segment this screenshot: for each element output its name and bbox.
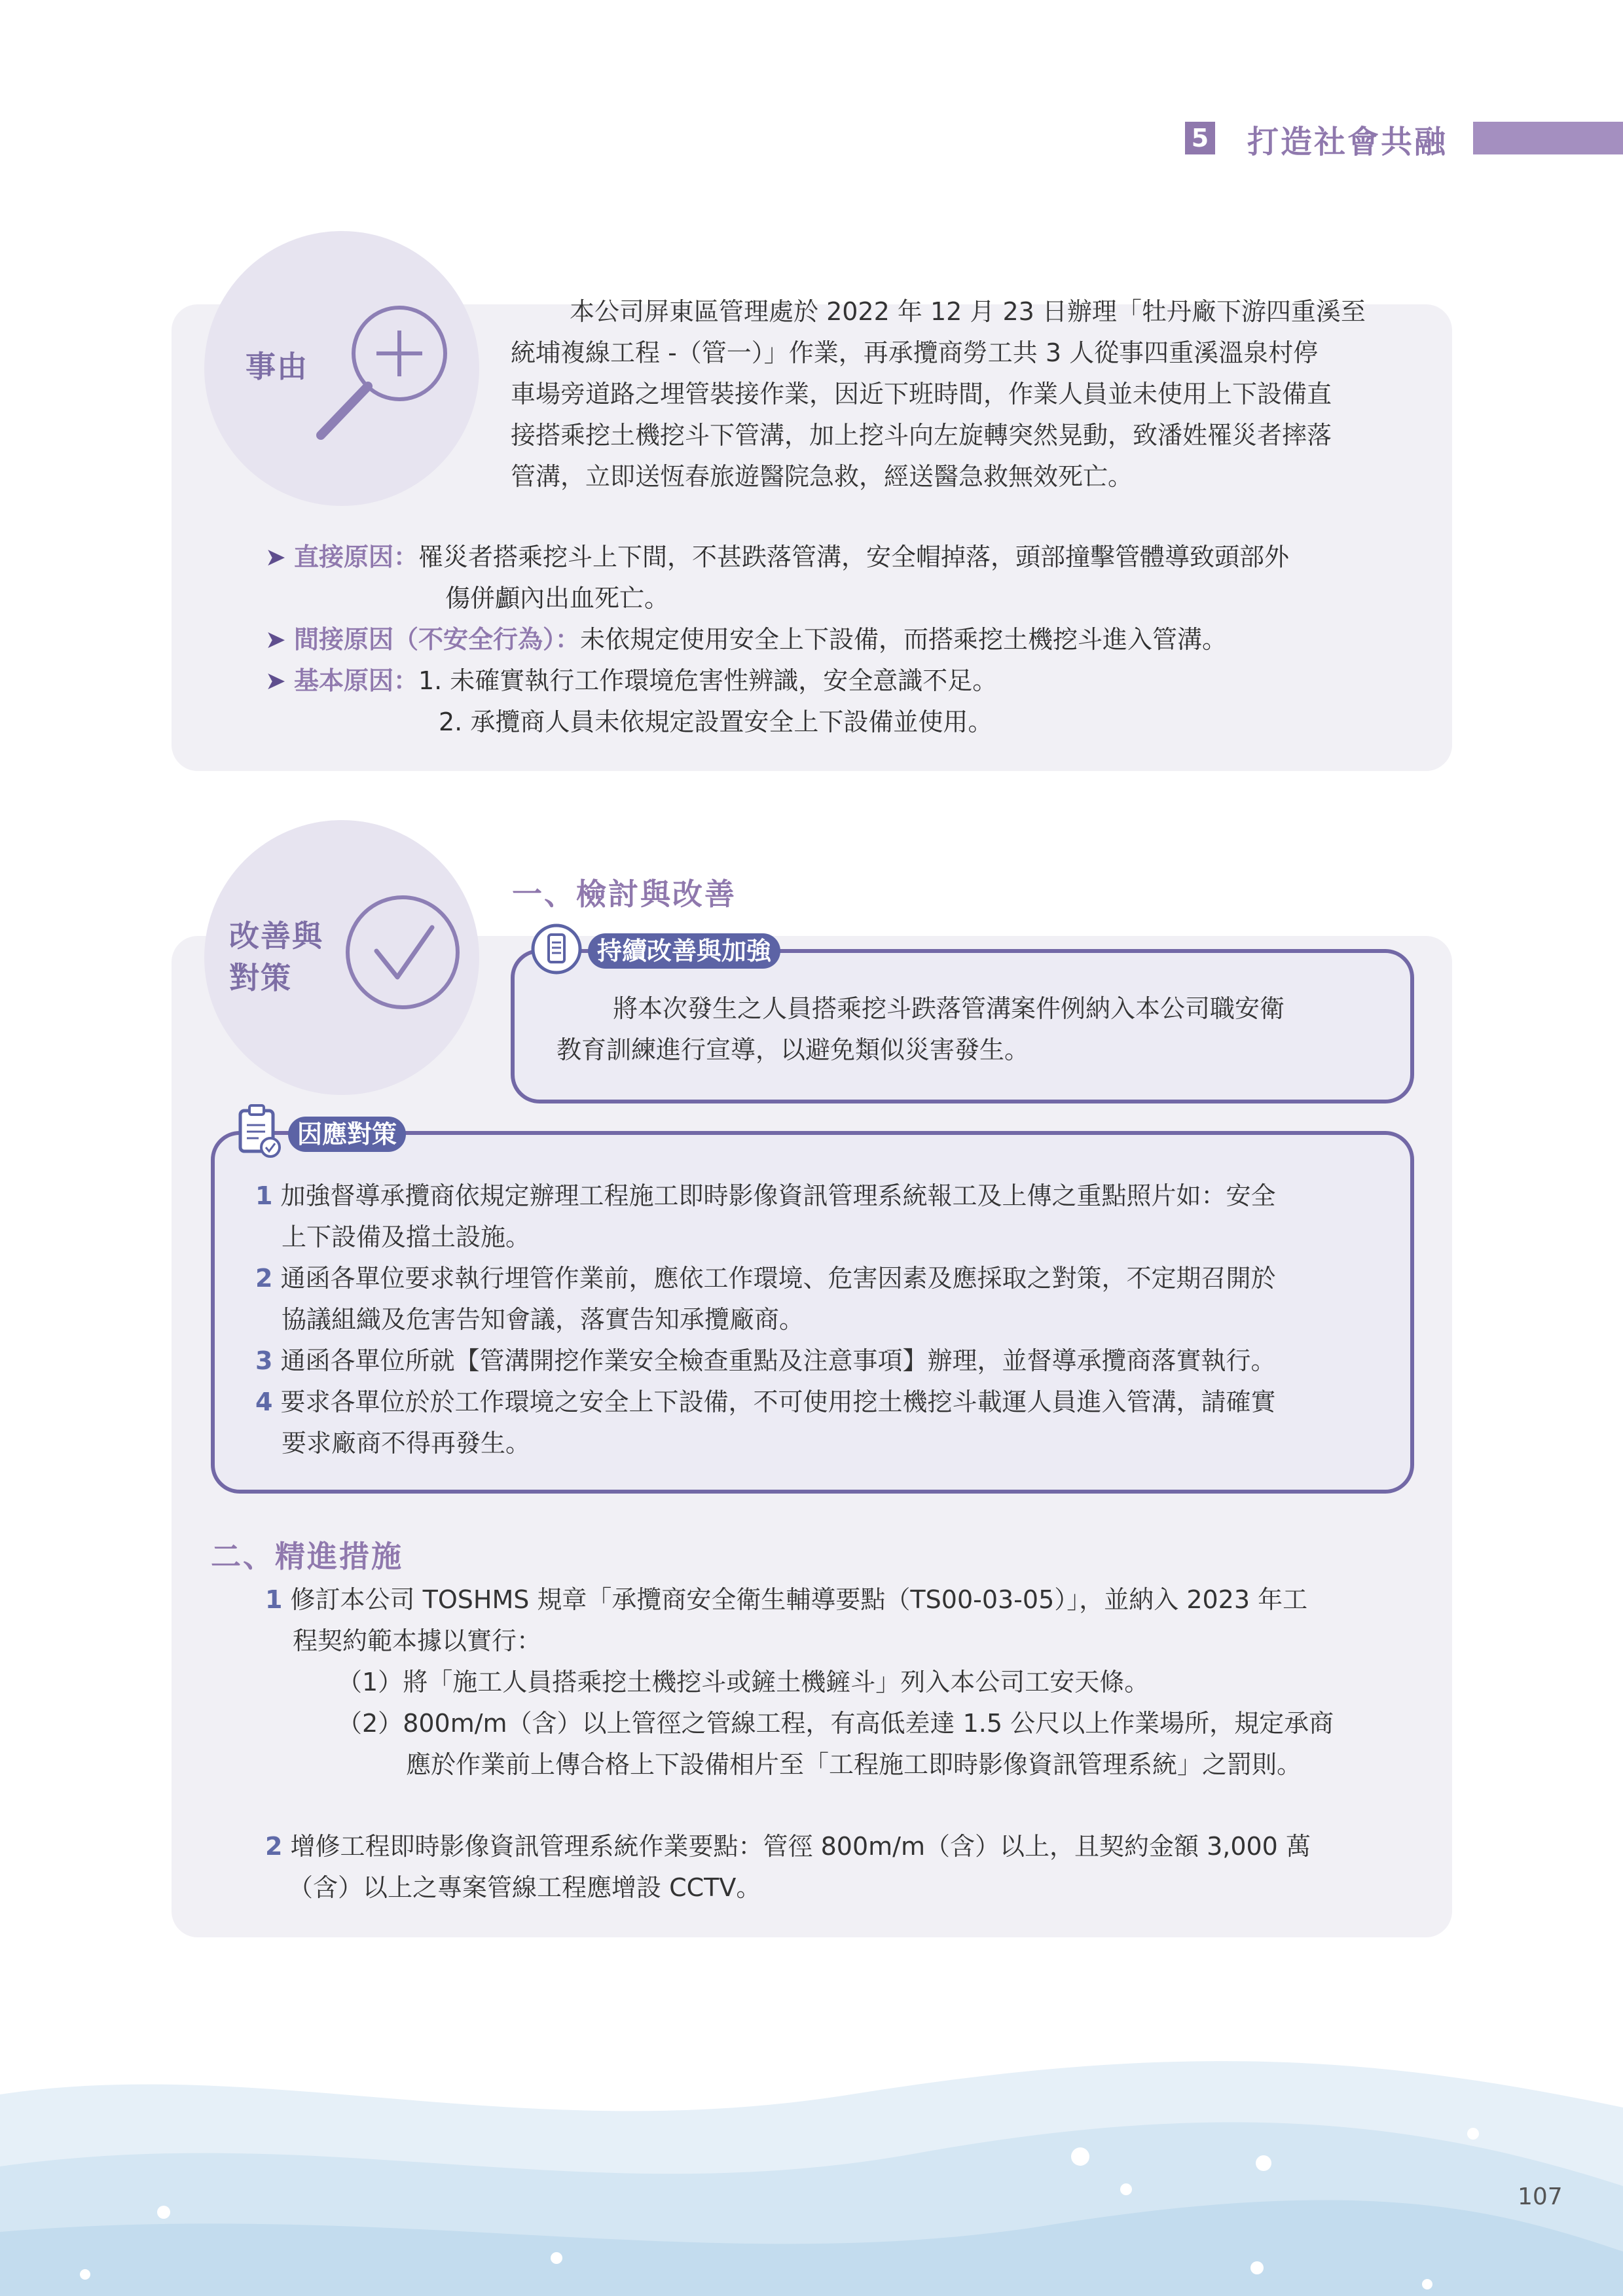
measure-2-cont: （含）以上之專案管線工程應增設 CCTV。 xyxy=(288,1873,761,1902)
chapter-title: 打造社會共融 xyxy=(1247,124,1448,160)
measure-1-cont: 程契約範本據以實行： xyxy=(293,1626,542,1655)
arrow-icon: ➤ xyxy=(265,543,286,571)
arrow-icon: ➤ xyxy=(265,666,286,695)
measure-2: 2 增修工程即時影像資訊管理系統作業要點：管徑 800m/m（含）以上，且契約金額 3,000 萬 xyxy=(265,1832,1311,1861)
clipboard-check-icon xyxy=(232,1103,285,1162)
checkmark-circle-icon xyxy=(344,893,462,1011)
measure-1-sub1: （1）將「施工人員搭乘挖土機挖斗或鏟土機鏟斗」列入本公司工安天條。 xyxy=(337,1668,1150,1696)
improvement-label-line2: 對策 xyxy=(229,960,292,996)
arrow-icon: ➤ xyxy=(265,625,286,654)
continuous-improvement-tag: 持續改善與加強 xyxy=(588,933,780,969)
page-number: 107 xyxy=(1518,2183,1563,2210)
enhancement-heading: 二、精進措施 xyxy=(211,1539,403,1574)
continuous-improvement-box: 將本次發生之人員搭乘挖斗跌落管溝案件例納入本公司職安衛 教育訓練進行宣導，以避免類似災害發生。 xyxy=(511,949,1414,1103)
cause-description: 本公司屏東區管理處於 2022 年 12 月 23 日辦理「牡丹廠下游四重溪至 統埔複線工程 -（管一）」作業，再承攬商勞工共 3 人從事四重溪溫泉村停 車場旁道路之埋管裝接作業，因近下班時間，作業人員並未使用上下設備直 接搭乘挖土機挖斗下管溝，加上挖斗向左旋轉突然晃動，致潘姓罹災者摔落 管溝，立即送恆春旅遊醫院急救，經送醫急救無效死亡。 xyxy=(511,297,1366,491)
basic-cause-cont: 2. 承攬商人員未依規定設置安全上下設備並使用。 xyxy=(439,708,993,736)
measure-1: 1 修訂本公司 TOSHMS 規章「承攬商安全衛生輔導要點（TS00-03-05）」，並納入 2023 年工 xyxy=(265,1585,1308,1614)
countermeasure-tag: 因應對策 xyxy=(288,1117,406,1152)
header-accent-bar xyxy=(1473,122,1623,154)
wave-decoration xyxy=(0,2016,1623,2296)
basic-cause: ➤ 基本原因：1. 未確實執行工作環境危害性辨識，安全意識不足。 xyxy=(265,666,998,695)
direct-cause-cont: 傷併顱內出血死亡。 xyxy=(445,584,670,613)
indirect-cause: ➤ 間接原因（不安全行為）：未依規定使用安全上下設備，而搭乘挖土機挖斗進入管溝。 xyxy=(265,625,1227,654)
phone-refresh-icon xyxy=(530,923,583,975)
improvement-label-line1: 改善與 xyxy=(229,918,323,954)
review-heading: 一、檢討與改善 xyxy=(512,876,737,912)
direct-cause: ➤ 直接原因：罹災者搭乘挖斗上下間，不甚跌落管溝，安全帽掉落，頭部撞擊管體導致頭部外 xyxy=(265,543,1289,571)
measure-1-sub2: （2）800m/m（含）以上管徑之管線工程，有高低差達 1.5 公尺以上作業場所，規定承商 xyxy=(337,1709,1334,1738)
countermeasure-box: 1 加強督導承攬商依規定辦理工程施工即時影像資訊管理系統報工及上傳之重點照片如：安全 上下設備及擋土設施。 2 通函各單位要求執行埋管作業前，應依工作環境、危害因素及應採取之對策，不定期召開於 協議組織及危害告知會議，落實告知承攬廠商。 3 通函各單位所就【管溝開挖作業安全檢查重點及注意事項】辦理，並督導承攬商落實執行。 4 要求各單位於於工作環境之安全上下設備，不可使用挖土機挖斗載運人員進入管溝，請確實 要求廠商不得再發生。 xyxy=(211,1131,1414,1494)
cause-label: 事由 xyxy=(246,349,308,384)
measure-1-sub2-cont: 應於作業前上傳合格上下設備相片至「工程施工即時影像資訊管理系統」之罰則。 xyxy=(406,1750,1302,1779)
magnifier-plus-icon xyxy=(308,298,458,448)
chapter-number: 5 xyxy=(1185,122,1215,154)
